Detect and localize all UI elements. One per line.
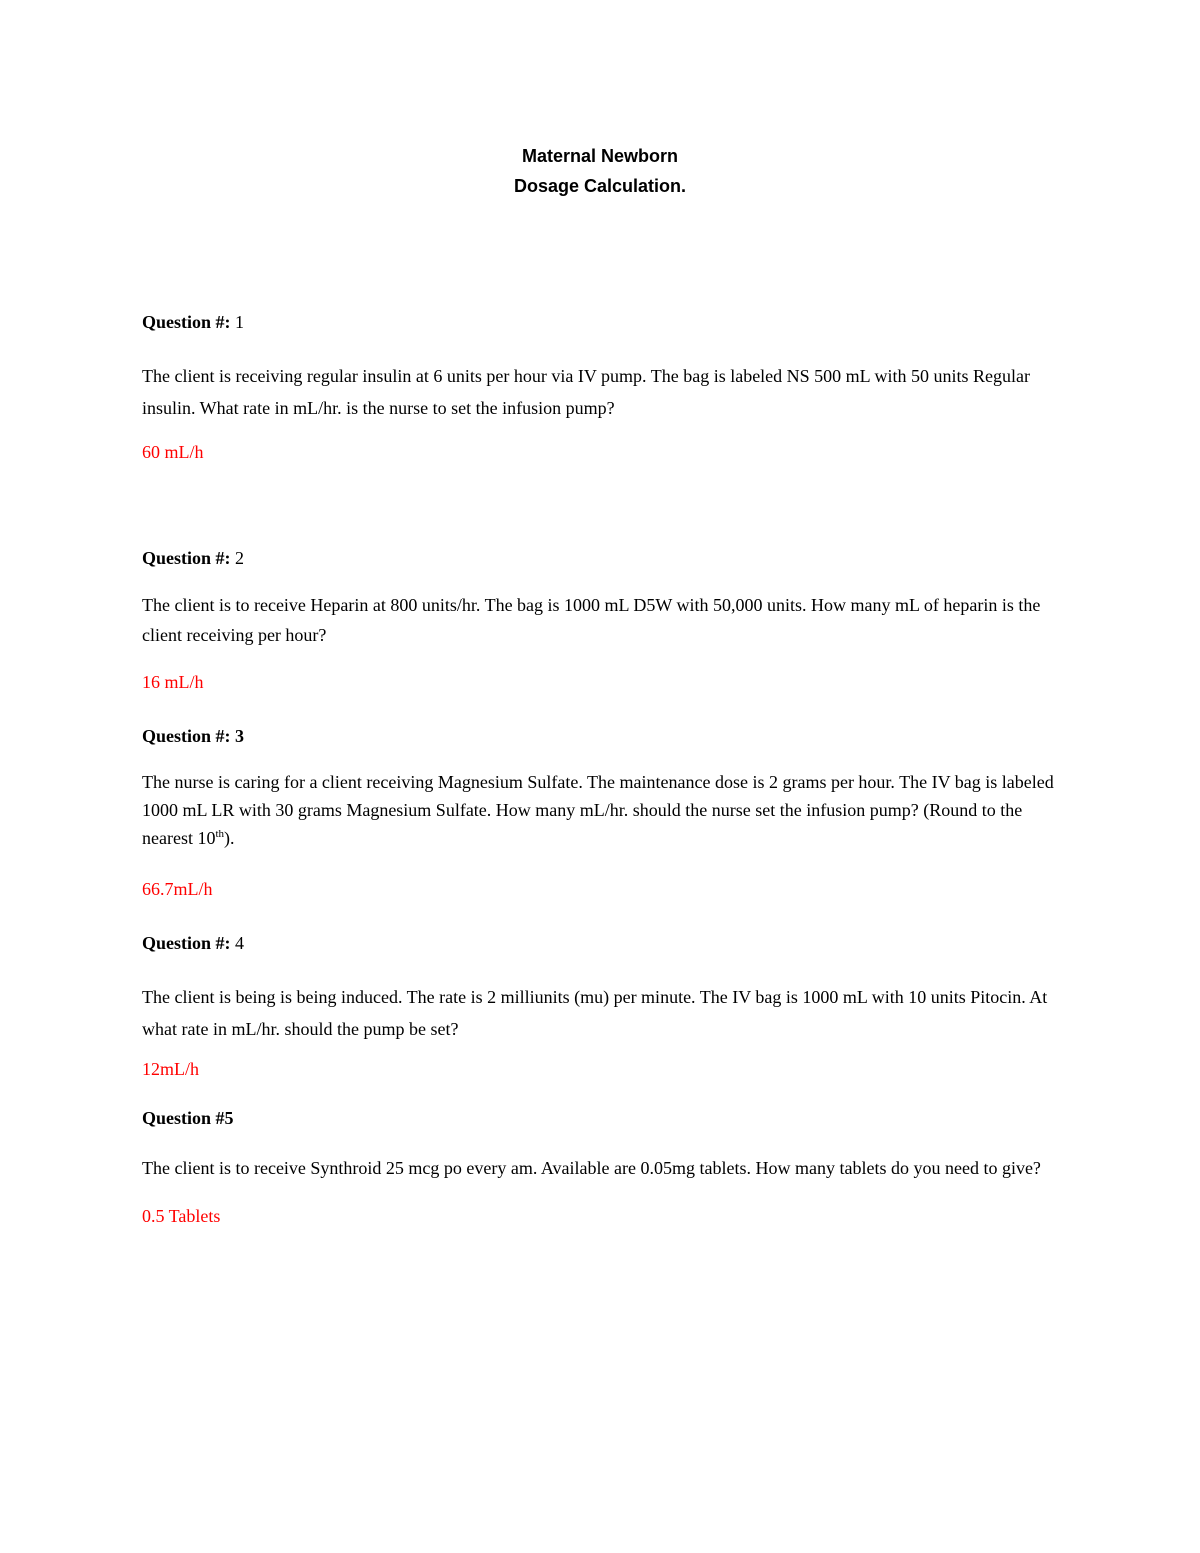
question-4-number: 4 <box>230 933 245 953</box>
question-1-heading <box>142 310 1072 334</box>
question-5-label: Question #5 <box>142 1108 234 1128</box>
question-2-number: 2 <box>230 548 245 568</box>
question-3 <box>142 724 1072 901</box>
question-3-text <box>142 768 1072 852</box>
question-2-heading <box>142 546 1072 570</box>
question-1-text: The client is receiving regular insulin at 6 units per hour via IV pump. The bag is labeled NS 500 mL with 50 units Regular insulin. What rate in mL/hr. is the nurse to set the infusion pump? <box>142 366 1030 418</box>
question-4-text: The client is being is being induced. The rate is 2 milliunits (mu) per minute. The IV bag is 1000 mL with 10 units Pitocin. At what rate in mL/hr. should the pump be set? <box>142 987 1048 1039</box>
question-3-text-superscript: th <box>215 828 225 840</box>
question-2-label: Question #: <box>142 548 231 568</box>
question-4 <box>142 931 1072 1081</box>
question-2-text: The client is to receive Heparin at 800 units/hr. The bag is 1000 mL D5W with 50,000 units. How many mL of heparin is the client receiving per hour? <box>142 595 1041 645</box>
question-5 <box>142 1106 1072 1228</box>
question-1-label: Question #: <box>142 312 231 332</box>
question-3-heading <box>142 724 1072 748</box>
question-5-text: The client is to receive Synthroid 25 mcg po every am. Available are 0.05mg tablets. How many tablets do you need to give? <box>142 1158 1041 1178</box>
question-2 <box>142 546 1072 694</box>
question-4-heading <box>142 931 1072 955</box>
question-1 <box>142 310 1072 464</box>
question-1-answer: 60 mL/h <box>142 442 204 462</box>
question-3-text-part2: ). <box>224 828 235 848</box>
question-4-label: Question #: <box>142 933 231 953</box>
question-5-heading <box>142 1106 1072 1130</box>
question-3-label: Question #: 3 <box>142 726 245 746</box>
document-title-line-1: Maternal Newborn <box>521 146 679 166</box>
question-5-answer: 0.5 Tablets <box>142 1206 221 1226</box>
document-title-line-2: Dosage Calculation. <box>513 176 687 196</box>
question-4-answer: 12mL/h <box>142 1059 199 1079</box>
question-3-answer: 66.7mL/h <box>142 879 213 899</box>
question-1-number: 1 <box>230 312 245 332</box>
question-2-answer: 16 mL/h <box>142 672 204 692</box>
question-3-text-part1: The nurse is caring for a client receiving Magnesium Sulfate. The maintenance dose is 2 grams per hour. The IV bag is labeled 1000 mL LR with 30 grams Magnesium Sulfate. How many mL/hr. should the nurse set the infusion pump? (Round to the nearest 10 <box>142 772 1054 848</box>
